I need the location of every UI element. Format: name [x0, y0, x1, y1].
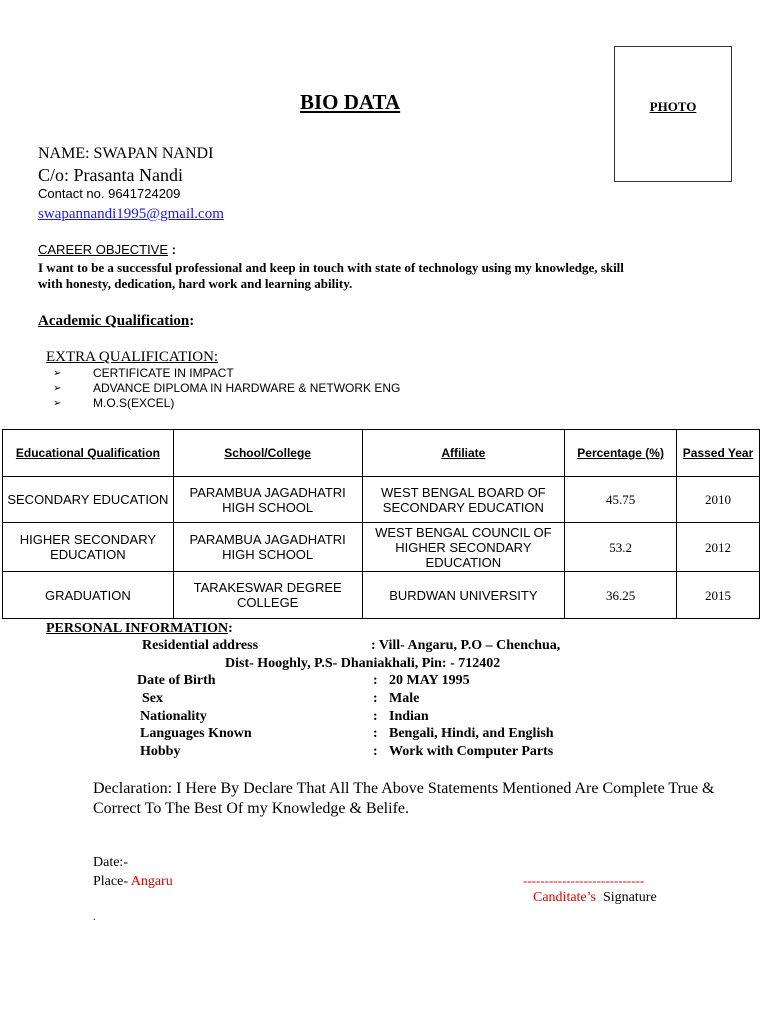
name-line: NAME: SWAPAN NANDI	[38, 145, 214, 162]
table-cell: WEST BENGAL BOARD OF SECONDARY EDUCATION	[362, 477, 565, 523]
personal-information-title: PERSONAL INFORMATION	[46, 621, 229, 636]
table-row	[3, 523, 760, 572]
table-cell: 2010	[677, 477, 760, 523]
table-cell: GRADUATION	[3, 572, 174, 619]
field-separator: :	[373, 744, 378, 759]
photo-placeholder	[614, 46, 732, 182]
list-item	[53, 366, 400, 381]
photo-label: PHOTO	[649, 99, 697, 114]
table-cell: SECONDARY EDUCATION	[3, 477, 174, 523]
trailing-dot: .	[93, 912, 96, 923]
dob-label: Date of Birth	[137, 673, 216, 688]
field-separator: :	[373, 709, 378, 724]
field-separator: :	[373, 691, 378, 706]
date-label: Date:-	[93, 855, 128, 870]
career-objective-title: CAREER OBJECTIVE	[38, 242, 169, 257]
place-value: Angaru	[127, 874, 173, 889]
field-separator: :	[373, 726, 378, 741]
column-header: Affiliate	[362, 430, 565, 477]
column-header: Percentage (%)	[565, 430, 677, 477]
languages-label: Languages Known	[140, 726, 252, 741]
declaration-text: Declaration: I Here By Declare That All The Above Statements Mentioned Are Complete True & Correct To The Best Of my Knowledge & Belife.	[93, 780, 715, 817]
list-item	[53, 381, 400, 396]
table-cell: PARAMBUA JAGADHATRI HIGH SCHOOL	[173, 523, 362, 572]
table-cell: PARAMBUA JAGADHATRI HIGH SCHOOL	[173, 477, 362, 523]
career-objective-text: I want to be a successful professional and keep in touch with state of technology using my knowledge, skill with honesty, dedication, hard work and learning ability.	[38, 260, 624, 291]
table-cell: 36.25	[565, 572, 677, 619]
table-row	[3, 477, 760, 523]
field-separator: :	[373, 673, 378, 688]
languages-value: Bengali, Hindi, and English	[389, 726, 554, 741]
dob-value: 20 MAY 1995	[389, 673, 470, 688]
arrow-bullet-icon: ➢	[53, 383, 62, 394]
signature-caption	[533, 890, 657, 906]
personal-information-colon: :	[228, 621, 233, 636]
table-header-row	[3, 430, 760, 477]
address-line-2: Dist- Hooghly, P.S- Dhaniakhali, Pin: - 712402	[225, 656, 501, 671]
arrow-bullet-icon: ➢	[53, 398, 62, 409]
table-cell: 45.75	[565, 477, 677, 523]
hobby-value: Work with Computer Parts	[389, 744, 554, 759]
table-cell: 2012	[677, 523, 760, 572]
address-line-1: : Vill- Angaru, P.O – Chenchua,	[371, 638, 561, 653]
arrow-bullet-icon: ➢	[53, 368, 62, 379]
list-item-text: ADVANCE DIPLOMA IN HARDWARE & NETWORK ENG	[93, 381, 401, 395]
table-cell: BURDWAN UNIVERSITY	[362, 572, 565, 619]
academic-qualification-heading	[38, 313, 194, 330]
page-title: BIO DATA	[300, 90, 401, 114]
qualification-table	[2, 429, 760, 619]
sex-value: Male	[389, 691, 420, 706]
list-item-text: M.O.S(EXCEL)	[93, 396, 175, 410]
extra-qualification-list	[53, 366, 400, 411]
table-row	[3, 572, 760, 619]
hobby-label: Hobby	[140, 744, 181, 759]
signature-line: ----------------------------	[523, 873, 645, 888]
career-objective-heading	[38, 242, 176, 257]
table-cell: 2015	[677, 572, 760, 619]
table-cell: HIGHER SECONDARY EDUCATION	[3, 523, 174, 572]
career-objective-colon: :	[168, 242, 176, 257]
table-cell: WEST BENGAL COUNCIL OF HIGHER SECONDARY EDUCATION	[362, 523, 565, 572]
academic-qualification-colon: :	[189, 313, 195, 329]
nationality-label: Nationality	[140, 709, 207, 724]
list-item-text: CERTIFICATE IN IMPACT	[93, 366, 234, 380]
column-header: Passed Year	[677, 430, 760, 477]
table-cell: 53.2	[565, 523, 677, 572]
address-label: Residential address	[142, 638, 259, 653]
table-cell: TARAKESWAR DEGREE COLLEGE	[173, 572, 362, 619]
column-header: Educational Qualification	[3, 430, 174, 477]
academic-qualification-title: Academic Qualification	[38, 313, 190, 329]
nationality-value: Indian	[389, 709, 429, 724]
column-header: School/College	[173, 430, 362, 477]
care-of-line: C/o: Prasanta Nandi	[38, 165, 183, 185]
list-item	[53, 396, 400, 411]
extra-qualification-heading: EXTRA QUALIFICATION:	[46, 349, 219, 365]
place-line	[93, 874, 173, 890]
contact-line: Contact no. 9641724209	[38, 186, 181, 201]
place-label: Place-	[93, 874, 128, 889]
email-link[interactable]: swapannandi1995@gmail.com	[38, 206, 224, 222]
personal-information-heading	[46, 621, 233, 637]
sex-label: Sex	[142, 691, 163, 706]
signature-word-candidate: Canditate’s	[533, 890, 596, 905]
signature-word-signature: Signature	[596, 890, 657, 905]
